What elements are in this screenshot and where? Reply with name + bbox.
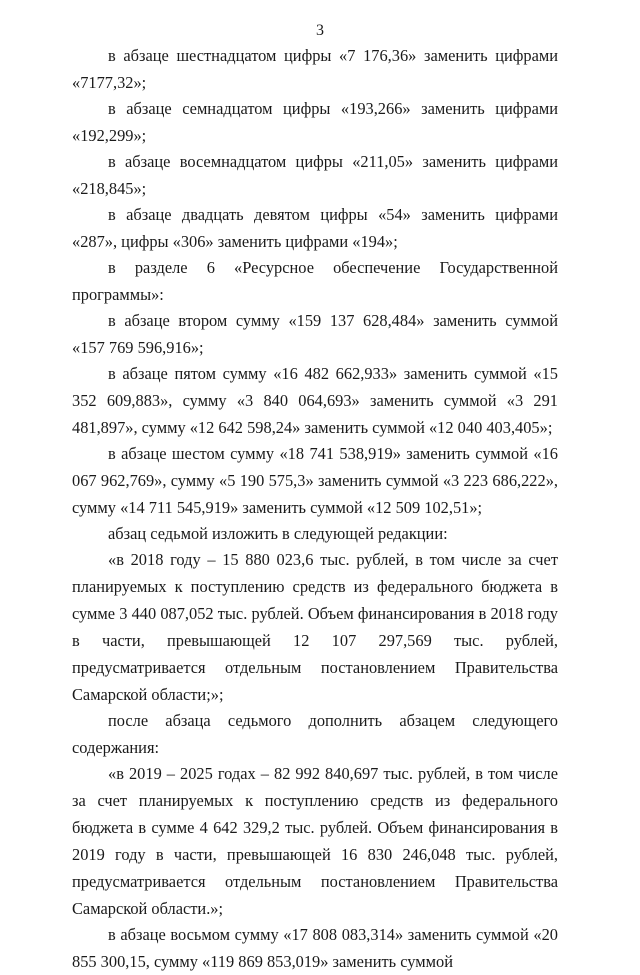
paragraph: абзац седьмой изложить в следующей редакции:	[108, 524, 448, 543]
paragraph: в абзаце семнадцатом цифры «193,266» заменить цифрами «192,299»;	[72, 99, 558, 145]
paragraph: в разделе 6 «Ресурсное обеспечение Государственной программы»:	[72, 258, 558, 304]
paragraph: в абзаце шестнадцатом цифры «7 176,36» заменить цифрами «7177,32»;	[72, 46, 558, 92]
paragraph: в абзаце пятом сумму «16 482 662,933» заменить суммой «15 352 609,883», сумму «3 840 064,693» заменить суммой «3 291 481,897», сумму «12 642 598,24» заменить суммой «12 040 403,405»;	[72, 364, 558, 437]
paragraph: в абзаце восьмом сумму «17 808 083,314» заменить суммой «20 855 300,15, сумму «119 869 853,019» заменить суммой	[72, 925, 558, 971]
paragraph: «в 2019 – 2025 годах – 82 992 840,697 тыс. рублей, в том числе за счет планируемых к поступлению средств из федерального бюджета в сумме 4 642 329,2 тыс. рублей. Объем финансирования в 2019 году в части, превышающей 16 830 246,048 тыс. рублей, предусматривается отдельным постановлением Правительства Самарской области.»;	[72, 764, 558, 918]
paragraph: в абзаце втором сумму «159 137 628,484» заменить суммой «157 769 596,916»;	[72, 311, 558, 357]
paragraph: в абзаце шестом сумму «18 741 538,919» заменить суммой «16 067 962,769», сумму «5 190 575,3» заменить суммой «3 223 686,222», сумму «14 711 545,919» заменить суммой «12 509 102,51»;	[72, 444, 558, 517]
paragraph: в абзаце восемнадцатом цифры «211,05» заменить цифрами «218,845»;	[72, 152, 558, 198]
page-number: 3	[316, 22, 324, 39]
document-body	[72, 42, 558, 974]
paragraph: «в 2018 году – 15 880 023,6 тыс. рублей, в том числе за счет планируемых к поступлению средств из федерального бюджета в сумме 3 440 087,052 тыс. рублей. Объем финансирования в 2018 году в части, превышающей 12 107 297,569 тыс. рублей, предусматривается отдельным постановлением Правительства Самарской области;»;	[72, 550, 558, 704]
paragraph: после абзаца седьмого дополнить абзацем следующего содержания:	[72, 711, 558, 757]
paragraph: в абзаце двадцать девятом цифры «54» заменить цифрами «287», цифры «306» заменить цифрами «194»;	[72, 205, 558, 251]
